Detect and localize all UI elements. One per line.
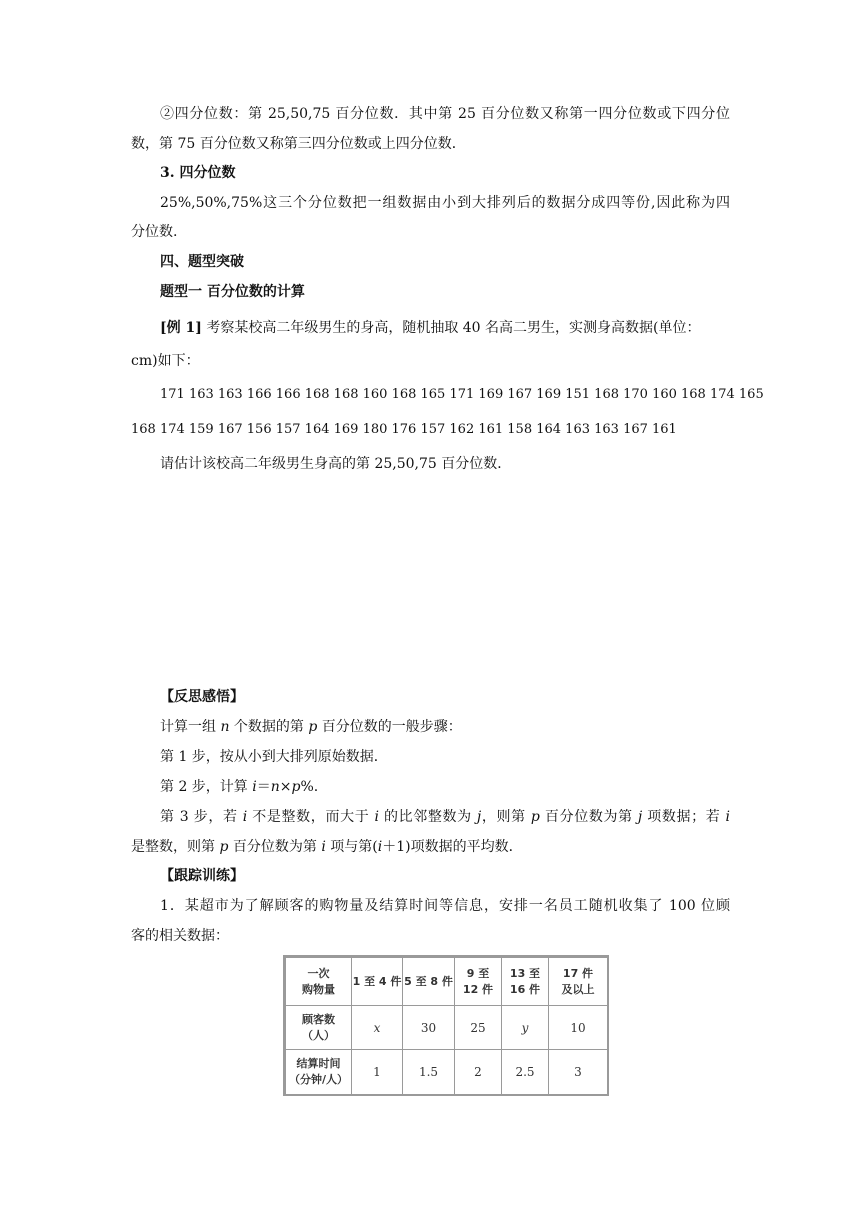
text-fragment: 项与第( — [325, 839, 378, 855]
shopping-table — [285, 957, 608, 1095]
table-header-cell — [403, 958, 455, 1006]
quartile-definition-line-2: 数，第 75 百分位数又称第三四分位数或上四分位数． — [131, 136, 466, 152]
table-cell: 2.5 — [502, 1050, 549, 1095]
header-text: 17 件 — [562, 966, 594, 980]
table-cell: x — [352, 1006, 403, 1050]
table-cell: 25 — [455, 1006, 502, 1050]
header-text: 13 至 — [509, 966, 541, 980]
header-text: 1 至 4 件 — [352, 974, 402, 988]
header-text: 购物量 — [302, 982, 335, 996]
text-fragment: × — [279, 779, 292, 795]
table-cell: 1 — [352, 1050, 403, 1095]
reflection-step-3-line-2 — [131, 837, 523, 857]
header-text: 12 件 — [462, 982, 494, 996]
math-variable: i — [321, 839, 326, 855]
text-fragment: 项数据；若 — [642, 809, 726, 825]
text-fragment: ，则第 — [481, 809, 531, 825]
math-variable: p — [219, 839, 229, 855]
text-fragment: ＝ — [256, 779, 271, 795]
example-1-text: 考察某校高二年级男生的身高，随机抽取 40 名高二男生，实测身高数据(单位： — [201, 320, 701, 336]
example-1-question: 请估计该校高二年级男生身高的第 25,50,75 百分位数． — [160, 456, 512, 472]
question-1-line-2: 客的相关数据： — [131, 928, 229, 944]
reflection-intro — [160, 717, 462, 737]
text-fragment: 个数据的第 — [229, 719, 309, 735]
table-header-cell — [455, 958, 502, 1006]
reflection-step-1: 第 1 步，按从小到大排列原始数据． — [160, 749, 388, 765]
text-fragment: 是整数，则第 — [131, 839, 220, 855]
reflection-heading: 【反思感悟】 — [160, 689, 244, 705]
table-cell: 10 — [549, 1006, 608, 1050]
example-1-tag: [例 1] — [160, 320, 202, 336]
math-variable: p — [530, 809, 540, 825]
table-cell: 1.5 — [403, 1050, 455, 1095]
math-variable: n — [270, 779, 280, 795]
table-row-customer-count — [286, 1006, 608, 1050]
math-variable: j — [637, 809, 643, 825]
height-data-line-1: 171 163 163 166 166 168 168 160 168 165 171 169 167 169 151 168 170 160 168 174 165 — [160, 387, 764, 402]
type-1-heading: 题型一 百分位数的计算 — [160, 284, 305, 300]
table-header-cell — [286, 1006, 352, 1050]
header-text: 一次 — [307, 966, 330, 980]
reflection-step-2 — [160, 777, 318, 797]
math-variable: n — [220, 719, 230, 735]
text-fragment: 的比邻整数为 — [378, 809, 477, 825]
text-fragment: 计算一组 — [160, 719, 221, 735]
header-text: 9 至 — [466, 966, 490, 980]
header-text: 及以上 — [561, 982, 595, 996]
table-row-checkout-time — [286, 1050, 608, 1095]
table-header-cell — [286, 958, 352, 1006]
table-cell: 3 — [549, 1050, 608, 1095]
header-text: 顾客数 — [302, 1012, 335, 1026]
section-4-heading: 四、题型突破 — [160, 254, 244, 270]
text-fragment: 百分位数为第 — [228, 839, 322, 855]
example-1-line-2: cm)如下： — [131, 353, 200, 369]
math-variable: i — [377, 839, 383, 855]
text-fragment: 第 2 步，计算 — [160, 779, 253, 795]
text-fragment: 第 3 步，若 — [160, 809, 243, 825]
header-text: 结算时间 — [296, 1057, 341, 1070]
table-header-cell — [286, 1050, 352, 1095]
table-header-cell — [502, 958, 549, 1006]
section-3-heading: 3. 四分位数 — [160, 165, 236, 181]
header-text: 5 至 8 件 — [404, 974, 453, 988]
math-variable: i — [374, 809, 379, 825]
question-1-line-1: 1．某超市为了解顾客的购物量及结算时间等信息，安排一名员工随机收集了 100 位顾 — [160, 898, 730, 914]
quartile-definition-line-1: ②四分位数：第 25,50,75 百分位数．其中第 25 百分位数又称第一四分位数或下四分位 — [160, 106, 730, 122]
section-3-line-2: 分位数. — [131, 224, 178, 240]
tracking-heading: 【跟踪训练】 — [160, 868, 244, 884]
math-variable: i — [242, 809, 248, 825]
table-header-cell — [352, 958, 403, 1006]
text-fragment: %. — [300, 779, 319, 795]
text-fragment: 百分位数为第 — [539, 809, 638, 825]
math-variable: p — [308, 719, 318, 735]
text-fragment: 百分位数的一般步骤： — [317, 719, 462, 735]
table-cell: 30 — [403, 1006, 455, 1050]
math-variable: i — [252, 779, 257, 795]
table-cell: 2 — [455, 1050, 502, 1095]
example-1-line-1 — [160, 318, 730, 338]
reflection-step-3-line-1 — [160, 807, 730, 827]
math-variable: i — [725, 809, 730, 825]
header-text: 16 件 — [509, 982, 541, 996]
header-text: （分钟/人） — [288, 1073, 349, 1086]
shopping-data-table — [283, 955, 609, 1096]
math-variable: p — [291, 779, 301, 795]
text-fragment: ＋1)项数据的平均数． — [382, 839, 523, 855]
math-variable: j — [476, 809, 482, 825]
height-data-line-2: 168 174 159 167 156 157 164 169 180 176 157 162 161 158 164 163 163 167 161 — [131, 422, 677, 437]
table-cell: y — [502, 1006, 549, 1050]
table-header-cell — [549, 958, 608, 1006]
text-fragment: 不是整数，而大于 — [247, 809, 375, 825]
table-row-purchase-amount — [286, 958, 608, 1006]
section-3-line-1: 25%,50%,75%这三个分位数把一组数据由小到大排列后的数据分成四等份,因此称为四 — [160, 195, 730, 211]
header-text: （人） — [302, 1028, 335, 1042]
